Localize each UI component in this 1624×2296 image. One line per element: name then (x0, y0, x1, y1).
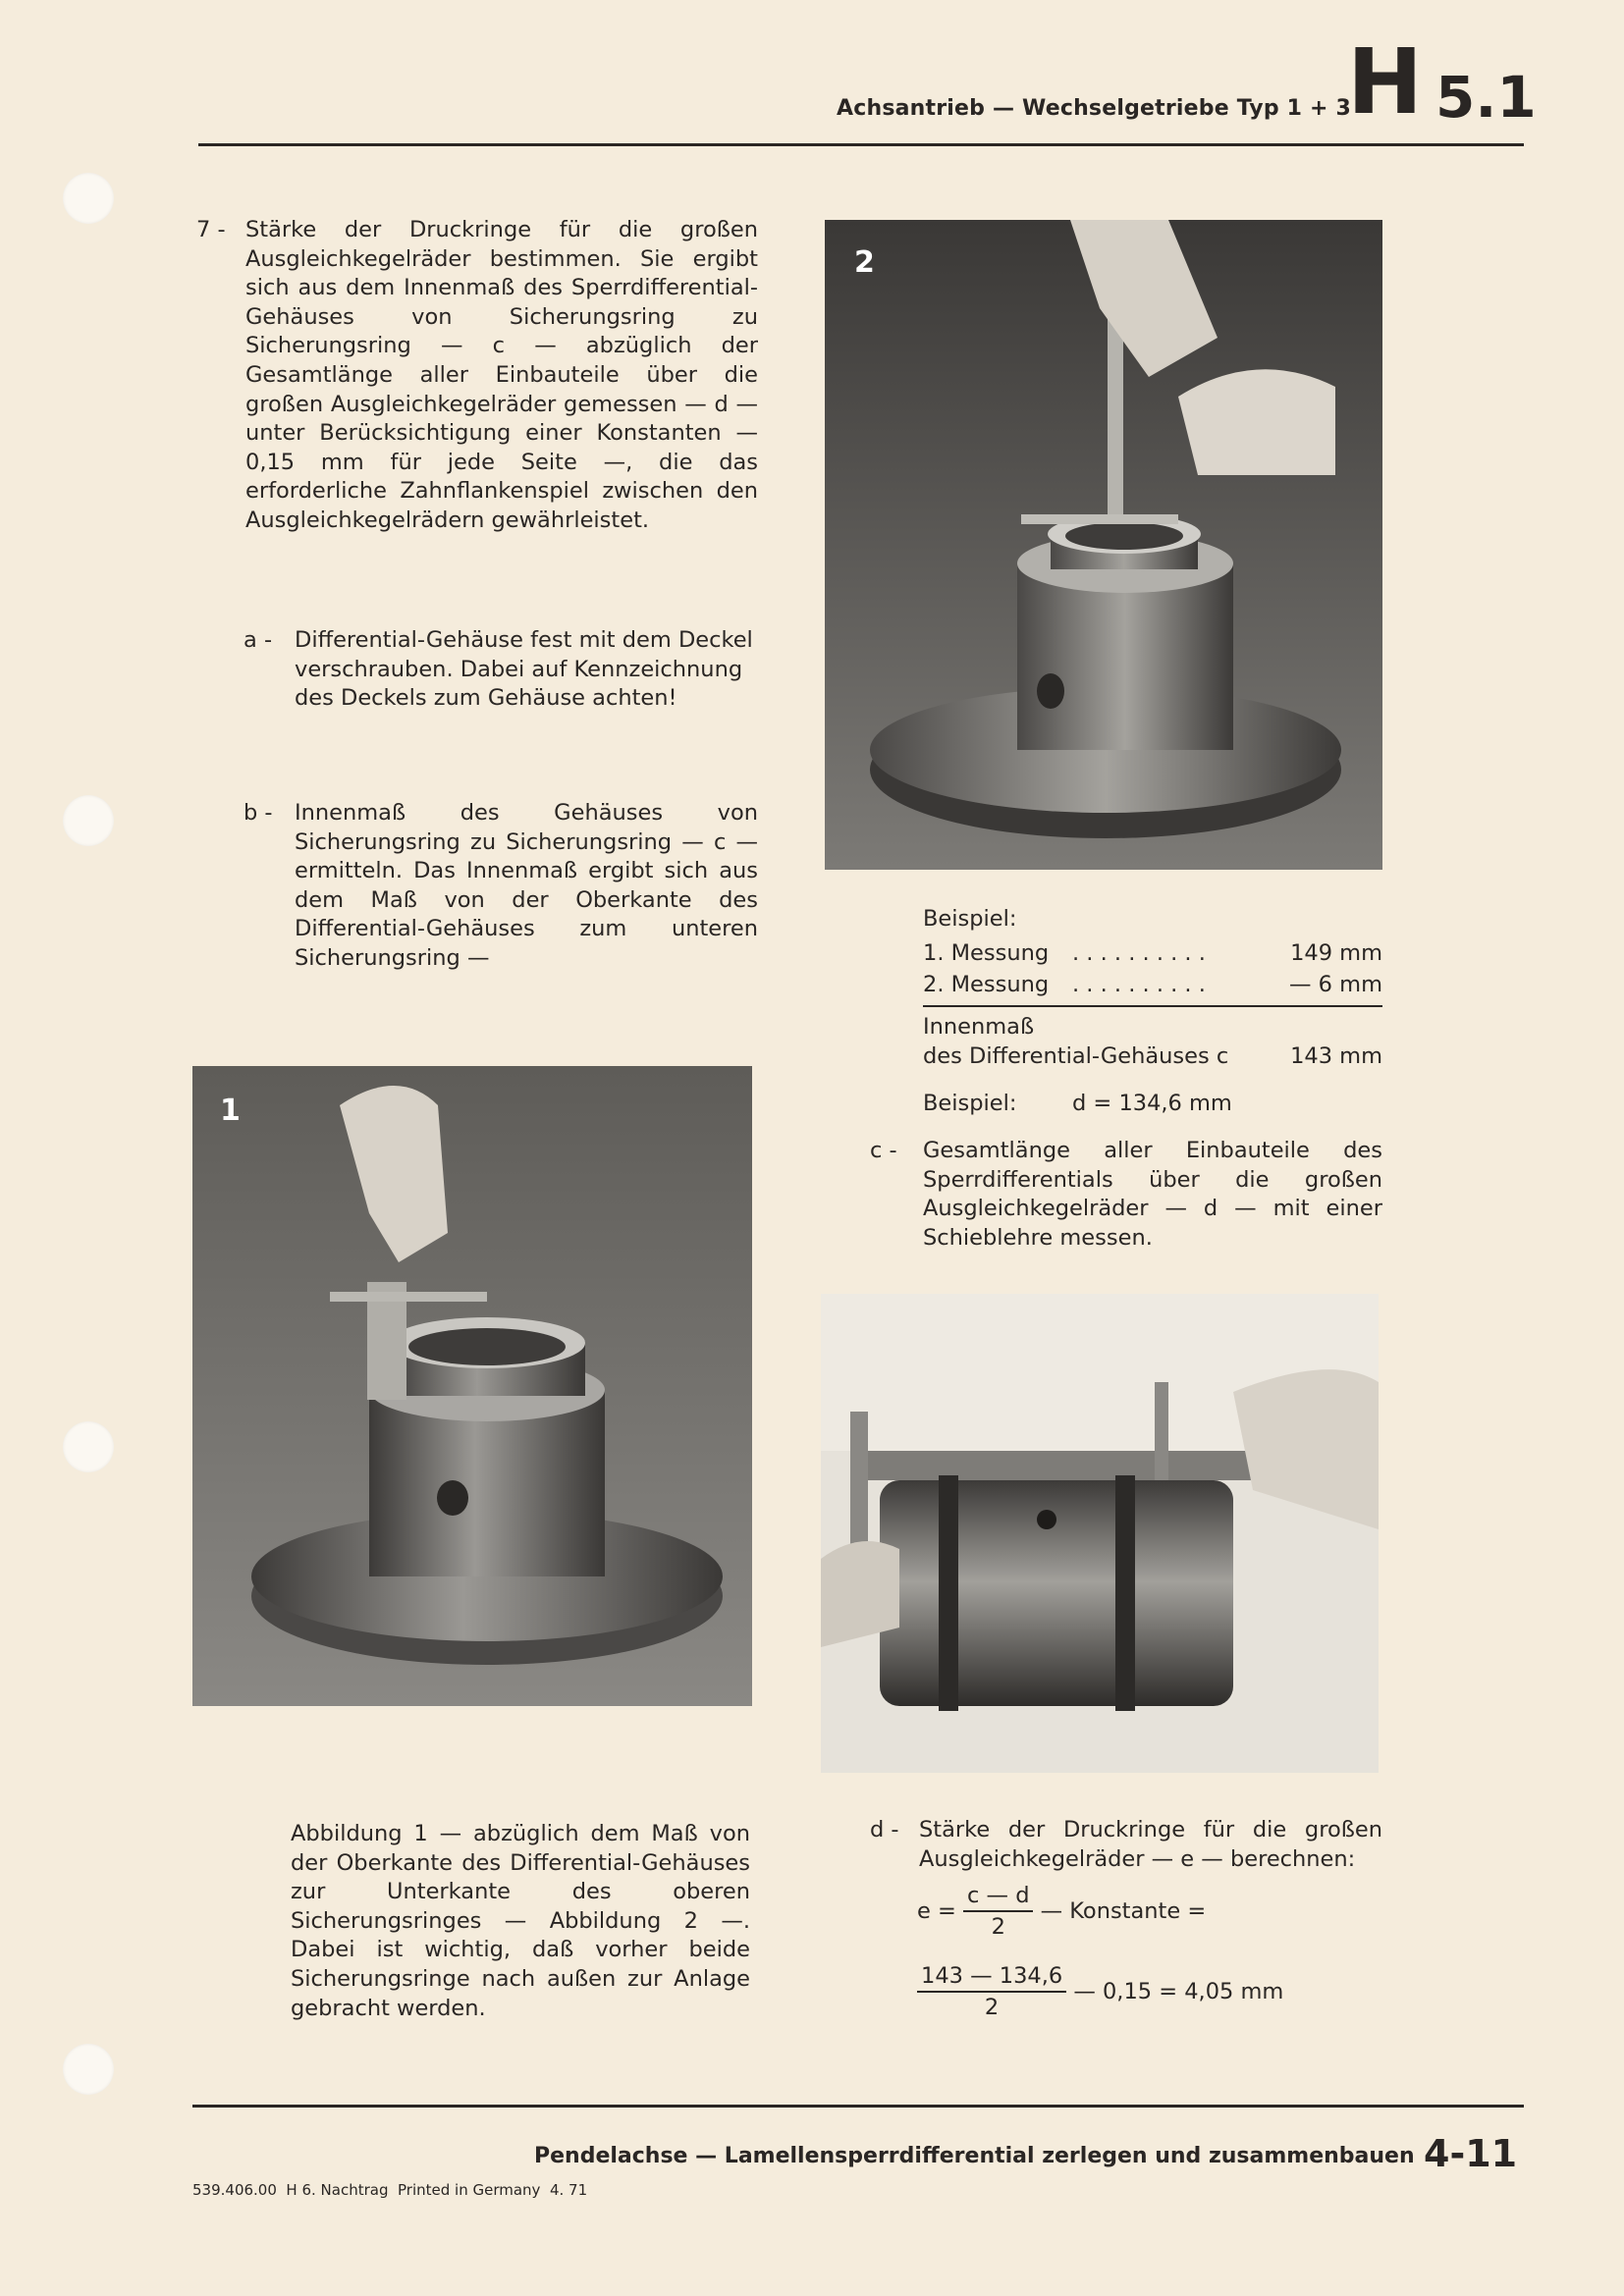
section-number: 5.1 (1435, 64, 1537, 131)
example-row-1-label: 1. Messung (923, 940, 1050, 966)
binder-hole (63, 795, 114, 846)
figure-1-photo (192, 1066, 752, 1706)
example-sum-rule (923, 1005, 1382, 1007)
figure-1-label: 1 (220, 1094, 241, 1128)
example-2-value: d = 134,6 mm (1072, 1091, 1232, 1116)
example-row-2-label: 2. Messung (923, 972, 1050, 997)
binder-hole (63, 173, 114, 224)
footer-title: Pendelachse — Lamellensperrdifferential zerlegen und zusammenbauen (534, 2144, 1415, 2168)
section-letter: H (1347, 29, 1423, 134)
formula-2-denominator: 2 (984, 1995, 1000, 2020)
example-row-2-value: — 6 mm (1289, 972, 1382, 997)
caliper-length-measurement-illustration (821, 1294, 1379, 1773)
example-row-2-dots: . . . . . . . . . . (1072, 972, 1206, 997)
figure-2-label: 2 (854, 245, 875, 280)
step-a-label: a - (244, 627, 273, 653)
formula-2-fraction (917, 1963, 1066, 2020)
footer-page: 4-11 (1424, 2132, 1518, 2175)
example-row-1 (923, 940, 1382, 971)
formula-1-denominator: 2 (991, 1914, 1005, 1940)
step-7-number: 7 - (196, 217, 226, 242)
caliper-ring-measurement-illustration (825, 220, 1382, 870)
binder-hole (63, 1421, 114, 1472)
footer-imprint: 539.406.00 H 6. Nachtrag Printed in Germany 4. 71 (192, 2181, 588, 2199)
header-title: Achsantrieb — Wechselgetriebe Typ 1 + 3 (837, 96, 1352, 121)
header-rule (198, 143, 1524, 146)
formula-2-rhs: — 0,15 = 4,05 mm (1073, 1979, 1284, 2004)
example-row-1-value: 149 mm (1290, 940, 1382, 966)
example-heading: Beispiel: (923, 906, 1017, 932)
figure-2-photo (825, 220, 1382, 870)
formula-1-rhs: — Konstante = (1040, 1898, 1207, 1924)
formula-1-numerator: c — d (963, 1883, 1033, 1912)
formula-1 (917, 1883, 1206, 1940)
formula-1-lhs: e = (917, 1898, 956, 1924)
step-c-label: c - (870, 1138, 897, 1163)
caliper-depth-measurement-illustration (192, 1066, 752, 1706)
footer-rule (192, 2105, 1524, 2108)
example-2-label: Beispiel: (923, 1091, 1017, 1116)
formula-2 (917, 1963, 1283, 2020)
formula-1-fraction (963, 1883, 1033, 1940)
step-b-label: b - (244, 800, 273, 826)
abbildung-text: Abbildung 1 — abzüglich dem Maß von der Oberkante des Differential-Gehäuses zur Unterkante des oberen Sicherungsringes — Abbildung 2 —. Dabei ist wichtig, daß vorher beide Sicherungsringe nach außen zur Anlage gebracht werden. (291, 1821, 750, 2021)
binder-hole (63, 2044, 114, 2095)
example-result-label-1: Innenmaß (923, 1014, 1035, 1040)
step-c-text: Gesamtlänge aller Einbauteile des Sperrdifferentials über die großen Ausgleichkegelräder — d — mit einer Schieblehre messen. (923, 1138, 1382, 1251)
step-7-text: Stärke der Druckringe für die großen Ausgleichkegelräder bestimmen. Sie ergibt sich aus dem Innenmaß des Sperrdifferential-Gehäuses von Sicherungsring zu Sicherungsring — c — abzüglich der Gesamtlänge aller Einbauteile über die großen Ausgleichkegelräder gemessen — d — unter Berücksichtigung einer Konstanten — 0,15 mm für jede Seite —, die das erforderliche Zahnflankenspiel zwischen den Ausgleichkegelrädern gewährleistet. (245, 217, 758, 533)
formula-2-numerator: 143 — 134,6 (917, 1963, 1066, 1993)
step-b-text: Innenmaß des Gehäuses von Sicherungsring zu Sicherungsring — c — ermitteln. Das Innenmaß ergibt sich aus dem Maß von der Oberkante des Differential-Gehäuses zum unteren Sicherungsring — (295, 800, 758, 971)
example-row-1-dots: . . . . . . . . . . (1072, 940, 1206, 966)
figure-3-photo (821, 1294, 1379, 1773)
example-result-value: 143 mm (1290, 1043, 1382, 1069)
step-d-text: Stärke der Druckringe für die großen Ausgleichkegelräder — e — berechnen: (919, 1817, 1382, 1872)
example-row-2 (923, 972, 1382, 1002)
step-a-text: Differential-Gehäuse fest mit dem Deckel verschrauben. Dabei auf Kennzeichnung des Deckels zum Gehäuse achten! (295, 627, 753, 712)
step-d-label: d - (870, 1817, 899, 1842)
example-result-label-2: des Differential-Gehäuses c (923, 1043, 1229, 1069)
